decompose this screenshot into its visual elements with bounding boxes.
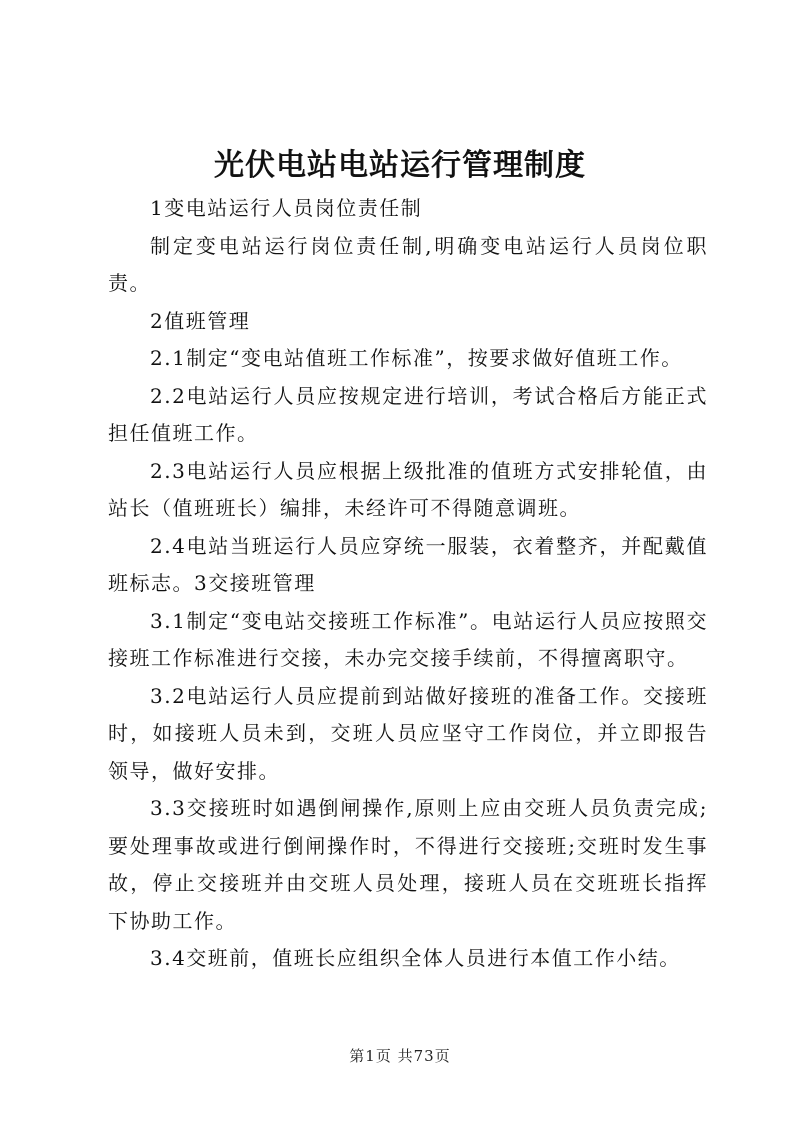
paragraph-8: 3.1制定“变电站交接班工作标准”。电站运行人员应按照交接班工作标准进行交接，未办完交接手续前，不得擅离职守。 (108, 608, 708, 670)
paragraph-1: 1变电站运行人员岗位责任制 (150, 196, 423, 220)
paragraph-3: 2值班管理 (150, 308, 251, 333)
paragraph-11: 3.4交班前，值班长应组织全体人员进行本值工作小结。 (150, 946, 681, 970)
paragraph-4: 2.1制定“变电站值班工作标准”，按要求做好值班工作。 (150, 346, 683, 370)
paragraph-9: 3.2电站运行人员应提前到站做好接班的准备工作。交接班时，如接班人员未到，交班人员应坚守工作岗位，并立即报告领导，做好安排。 (108, 683, 708, 783)
document-body (108, 190, 708, 978)
page-footer: 第1页 共73页 (349, 1047, 451, 1065)
document-title: 光伏电站电站运行管理制度 (214, 148, 586, 183)
paragraph-10: 3.3交接班时如遇倒闸操作,原则上应由交班人员负责完成;要处理事故或进行倒闸操作时，不得进行交接班;交班时发生事故，停止交接班并由交班人员处理，接班人员在交班班长指挥下协助工作。 (108, 796, 708, 933)
paragraph-6: 2.3电站运行人员应根据上级批准的值班方式安排轮值，由站长（值班班长）编排，未经许可不得随意调班。 (108, 458, 708, 520)
paragraph-5: 2.2电站运行人员应按规定进行培训，考试合格后方能正式担任值班工作。 (108, 383, 708, 445)
paragraph-2: 制定变电站运行岗位责任制,明确变电站运行人员岗位职责。 (108, 233, 708, 295)
paragraph-7: 2.4电站当班运行人员应穿统一服装，衣着整齐，并配戴值班标志。3交接班管理 (108, 533, 708, 595)
